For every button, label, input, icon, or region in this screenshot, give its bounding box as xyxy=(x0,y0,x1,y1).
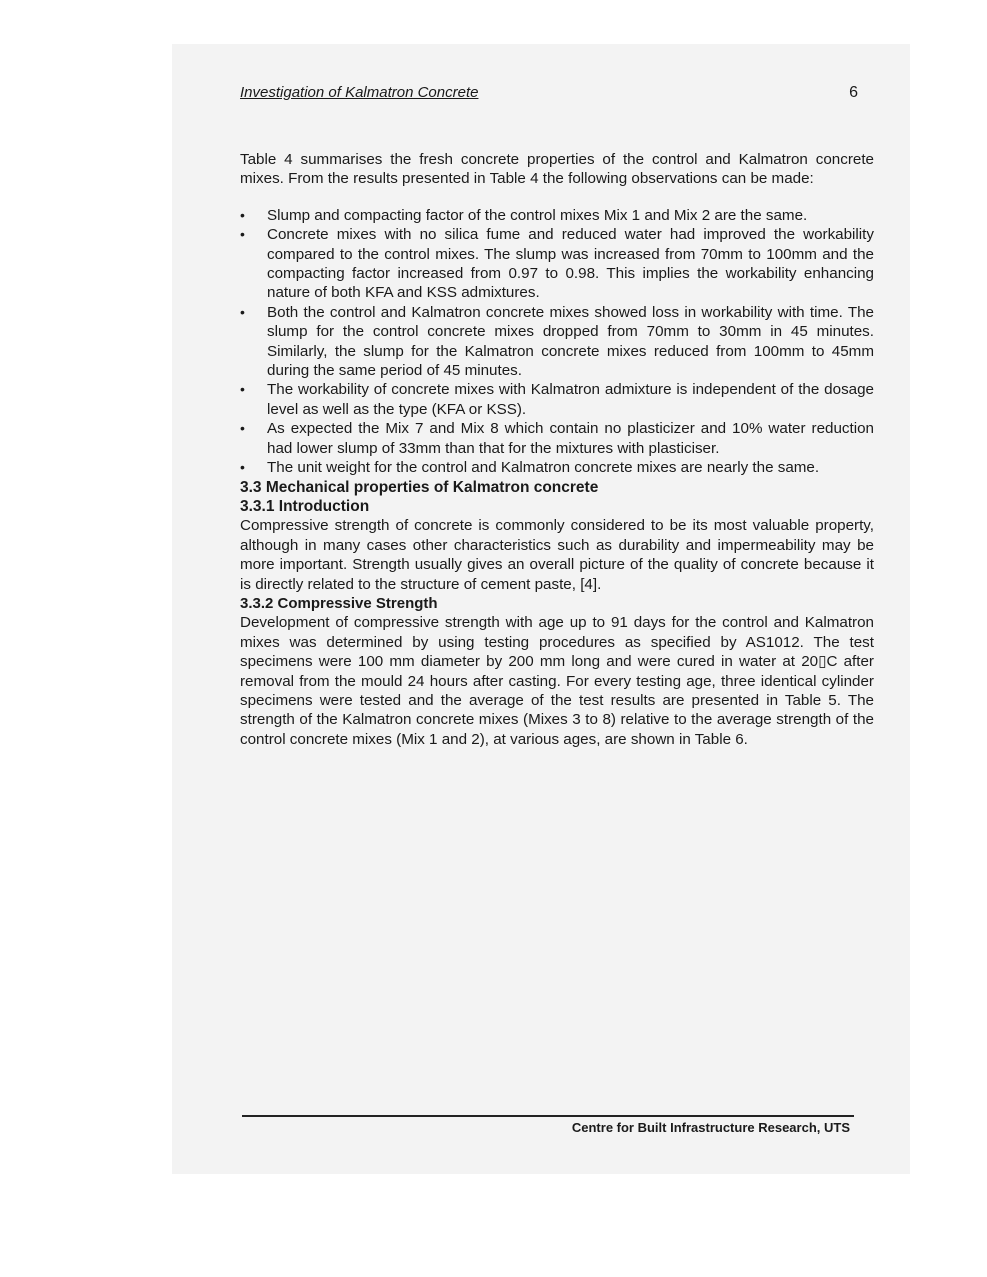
footer-divider xyxy=(242,1115,854,1117)
list-item: • The unit weight for the control and Kalmatron concrete mixes are nearly the same. xyxy=(240,458,874,477)
list-item: • Slump and compacting factor of the control mixes Mix 1 and Mix 2 are the same. xyxy=(240,206,874,225)
compressive-strength-paragraph: Development of compressive strength with age up to 91 days for the control and Kalmatron mixes was determined by using testing procedures as specified by AS1012. The test specimens were 100 mm diameter by 200 mm long and were cured in water at 20▯C after removal from the mould 24 hours after casting. For every testing age, three identical cylinder specimens were tested and the average of the test results are presented in Table 5. The strength of the Kalmatron concrete mixes (Mixes 3 to 8) relative to the average strength of the control concrete mixes (Mix 1 and 2), at various ages, are shown in Table 6. xyxy=(240,614,874,748)
list-item: • Concrete mixes with no silica fume and reduced water had improved the workability compared to the control mixes. The slump was increased from 70mm to 100mm and the compacting factor increased from 0.97 to 0.98. This implies the workability enhancing nature of both KFA and KSS admixtures. xyxy=(240,225,874,303)
list-item: • Both the control and Kalmatron concrete mixes showed loss in workability with time. The slump for the control concrete mixes dropped from 70mm to 30mm in 45 minutes. Similarly, the slump for the Kalmatron concrete mixes reduced from 100mm to 45mm during the same period of 45 minutes. xyxy=(240,303,874,381)
list-item: • As expected the Mix 7 and Mix 8 which contain no plasticizer and 10% water reduction had lower slump of 33mm than that for the mixtures with plasticiser. xyxy=(240,419,874,458)
intro-paragraph: Table 4 summarises the fresh concrete properties of the control and Kalmatron concrete mixes. From the results presented in Table 4 the following observations can be made: xyxy=(240,151,874,188)
section-heading-3-3-1: 3.3.1 Introduction xyxy=(240,497,370,515)
page-header xyxy=(240,84,860,106)
page-number: 6 xyxy=(849,84,858,101)
footer-text: Centre for Built Infrastructure Research, UTS xyxy=(571,1120,850,1135)
list-item: • The workability of concrete mixes with Kalmatron admixture is independent of the dosage level as well as the type (KFA or KSS). xyxy=(240,380,874,419)
section-heading-3-3-2: 3.3.2 Compressive Strength xyxy=(240,594,438,612)
introduction-paragraph: Compressive strength of concrete is commonly considered to be its most valuable property, although in many cases other characteristics such as durability and impermeability may be more important. Strength usually gives an overall picture of the quality of concrete because it is directly related to the structure of cement paste, [4]. xyxy=(240,517,874,593)
document-title: Investigation of Kalmatron Concrete xyxy=(240,84,479,101)
observations-list xyxy=(240,206,874,478)
section-heading-3-3: 3.3 Mechanical properties of Kalmatron concrete xyxy=(240,478,599,496)
page-content xyxy=(240,150,874,749)
